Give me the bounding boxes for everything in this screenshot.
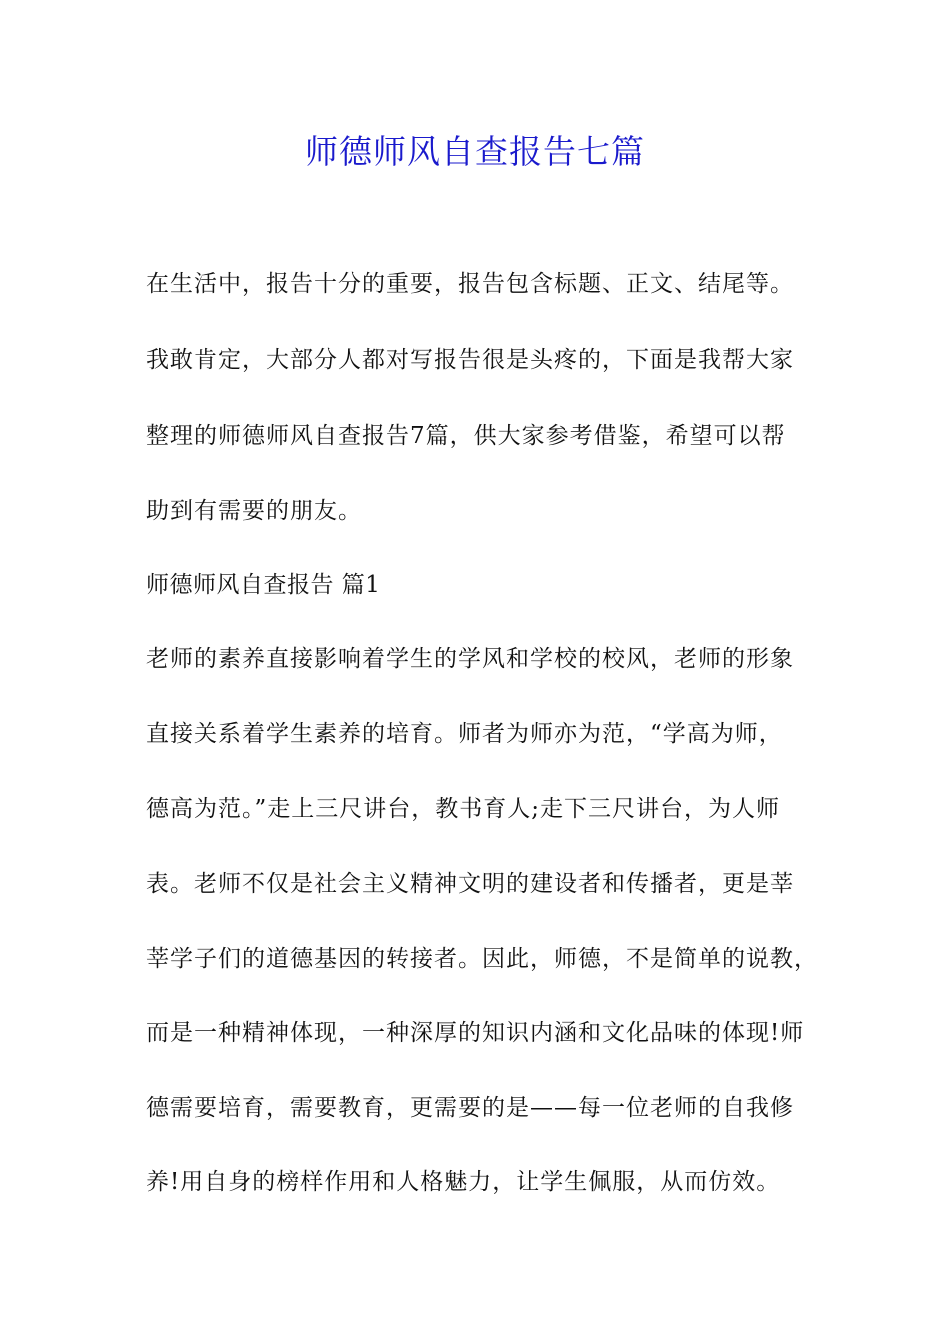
document-title: 师德师风自查报告七篇: [305, 132, 645, 171]
body-line-2: 直接关系着学生素养的培育。师者为师亦为范，“学高为师，: [146, 721, 783, 747]
intro-line-3: 整理的师德师风自查报告7篇，供大家参考借鉴，希望可以帮: [146, 423, 786, 449]
intro-line-4: 助到有需要的朋友。: [146, 498, 362, 524]
intro-line-2: 我敢肯定，大部分人都对写报告很是头疼的，下面是我帮大家: [146, 347, 794, 373]
body-line-4: 表。老师不仅是社会主义精神文明的建设者和传播者，更是莘: [146, 871, 794, 897]
body-line-1: 老师的素养直接影响着学生的学风和学校的校风，老师的形象: [146, 646, 794, 672]
body-line-3: 德高为范。”走上三尺讲台，教书育人;走下三尺讲台，为人师: [146, 796, 781, 822]
body-line-7: 德需要培育，需要教育，更需要的是——每一位老师的自我修: [146, 1095, 794, 1121]
intro-line-1: 在生活中，报告十分的重要，报告包含标题、正文、结尾等。: [146, 271, 794, 297]
body-line-6: 而是一种精神体现，一种深厚的知识内涵和文化品味的体现!师: [146, 1020, 805, 1046]
body-line-5: 莘学子们的道德基因的转接者。因此，师德，不是简单的说教，: [146, 946, 818, 972]
body-line-8: 养!用自身的榜样作用和人格魅力，让学生佩服，从而仿效。: [146, 1169, 781, 1195]
section-heading: 师德师风自查报告 篇1: [146, 572, 381, 598]
